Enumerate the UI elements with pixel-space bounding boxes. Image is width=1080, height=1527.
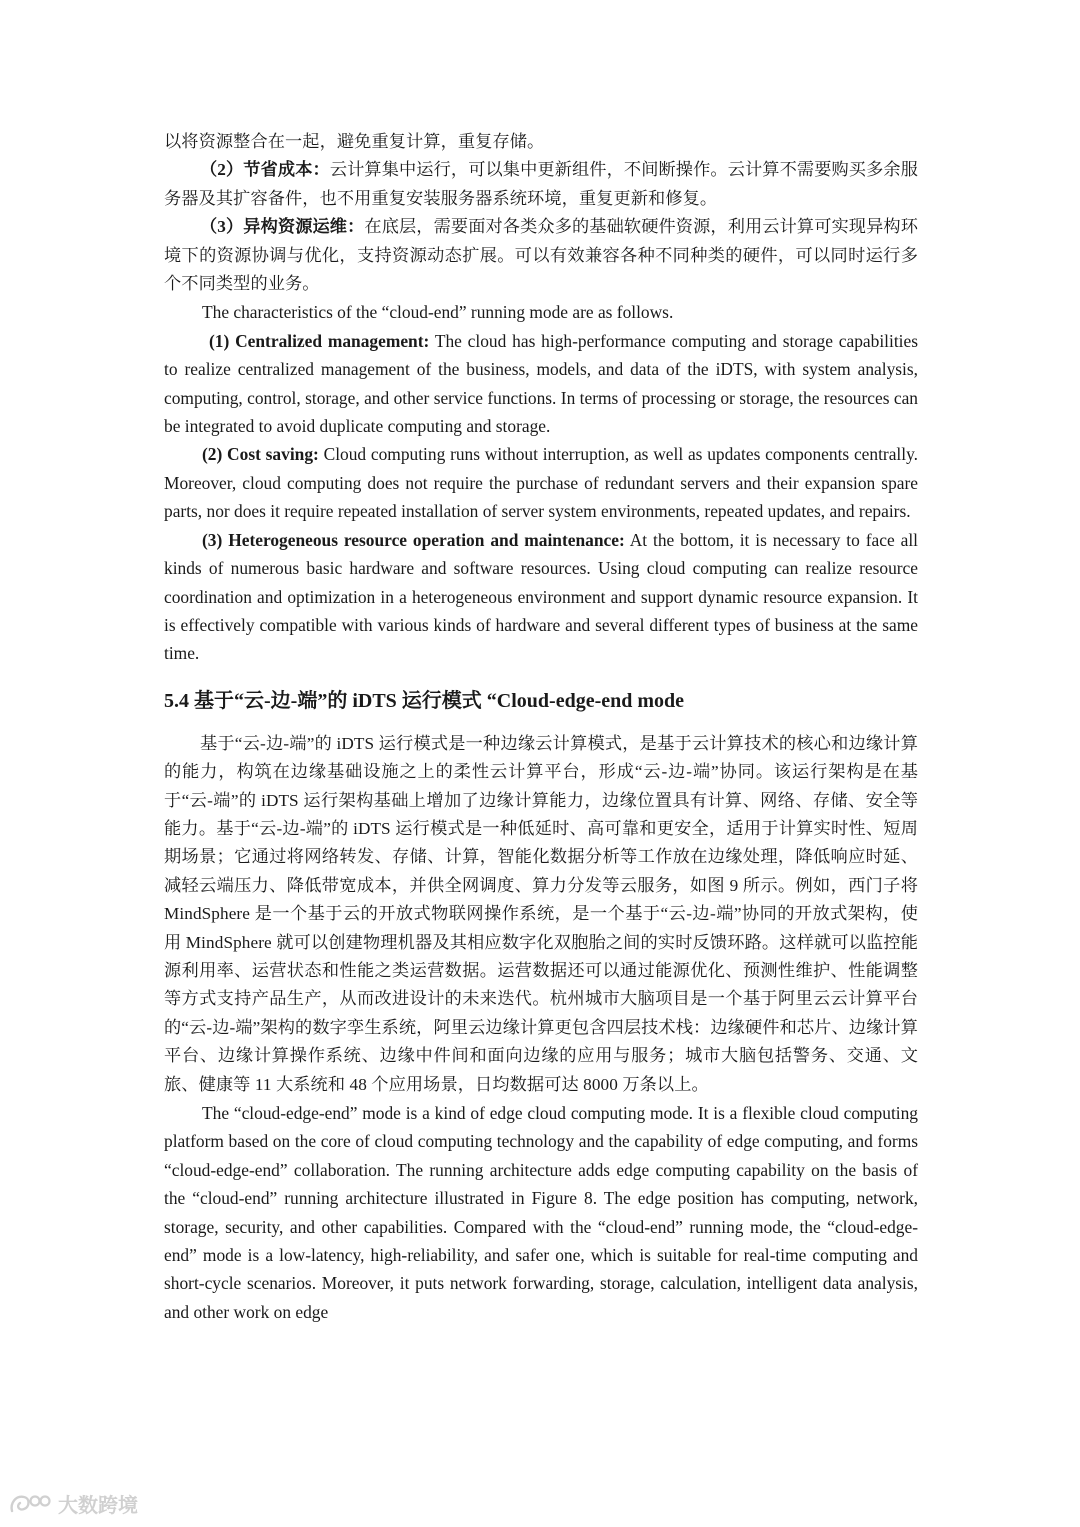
paragraph-heterogeneous-en — [164, 526, 918, 668]
paragraph-lead: （3）异构资源运维： — [200, 217, 365, 237]
paragraph-text: 云计算集中运行，可以集中更新组件，不间断操作。云计算不需要购买多余服务器及其扩容备件，也不用重复安装服务器系统环境，重复更新和修复。 — [164, 160, 918, 208]
paragraph-lead: (1) Centralized management: — [209, 330, 430, 351]
paragraph-lead: （2）节省成本： — [200, 160, 330, 180]
watermark-logo-icon — [8, 1491, 52, 1517]
paragraph-lead: (3) Heterogeneous resource operation and maintenance: — [202, 529, 625, 550]
paragraph-cloud-edge-end-zh: 基于“云-边-端”的 iDTS 运行模式是一种边缘云计算模式，是基于云计算技术的核心和边缘计算的能力，构筑在边缘基础设施之上的柔性云计算平台，形成“云-边-端”协同。该运行架构是在基于“云-端”的 iDTS 运行架构基础上增加了边缘计算能力，边缘位置具有计算、网络、存储、安全等能力。基于“云-边-端”的 iDTS 运行模式是一种低延时、高可靠和更安全，适用于计算实时性、短周期场景；它通过将网络转发、存储、计算，智能化数据分析等工作放在边缘处理，降低响应时延、减轻云端压力、降低带宽成本，并供全网调度、算力分发等云服务，如图 9 所示。例如，西门子将 MindSphere 是一个基于云的开放式物联网操作系统，是一个基于“云-边-端”协同的开放式架构，使用 MindSphere 就可以创建物理机器及其相应数字化双胞胎之间的实时反馈环路。这样就可以监控能源利用率、运营状态和性能之类运营数据。运营数据还可以通过能源优化、预测性维护、性能调整等方式支持产品生产，从而改进设计的未来迭代。杭州城市大脑项目是一个基于阿里云云计算平台的“云-边-端”架构的数字孪生系统，阿里云边缘计算更包含四层技术栈：边缘硬件和芯片、边缘计算平台、边缘计算操作系统、边缘中件间和面向边缘的应用与服务；城市大脑包括警务、交通、文旅、健康等 11 大系统和 48 个应用场景，日均数据可达 8000 万条以上。 — [164, 733, 918, 1094]
watermark — [8, 1489, 138, 1518]
paragraph-text: 在底层，需要面对各类众多的基础软硬件资源，利用云计算可实现异构环境下的资源协调与优化，支持资源动态扩展。可以有效兼容各种不同种类的硬件，可以同时运行多个不同类型的业务。 — [164, 217, 918, 294]
paragraph-text: Cloud computing runs without interruption, as well as updates components centrally. Moreover, cloud computing does not require the purchase of redundant servers and their expansion spare parts, nor does it require repeated installation of server system environments, repeated updates, and repairs. — [164, 444, 918, 522]
section-heading: 5.4 基于“云-边-端”的 iDTS 运行模式 “Cloud-edge-end mode — [164, 689, 685, 712]
paragraph-text: 以将资源整合在一起，避免重复计算，重复存储。 — [164, 132, 545, 151]
paragraph-continuation — [164, 128, 918, 156]
paragraph-centralized-management — [164, 327, 918, 441]
paragraph-cost-saving-zh — [164, 156, 918, 213]
paragraph-heterogeneous-zh — [164, 213, 918, 298]
paragraph-text: The cloud has high-performance computing and storage capabilities to realize centralized management of the business, models, and data of the iDTS, with system analysis, computing, control, storage, and other service functions. In terms of processing or storage, the resources can be integrated to avoid duplicate computing and storage. — [164, 330, 918, 437]
paragraph-lead: (2) Cost saving: — [202, 444, 319, 465]
paragraph-cost-saving-en — [164, 440, 918, 525]
paragraph-text: At the bottom, it is necessary to face all kinds of numerous basic hardware and software resources. Using cloud computing can realize resource coordination and optimization in a heterogeneous environment and support dynamic resource expansion. It is effectively compatible with various kinds of hardware and several different types of business at the same time. — [164, 529, 918, 664]
document-page — [164, 128, 918, 1326]
watermark-text: 大数跨境 — [58, 1493, 138, 1517]
paragraph-english-intro: The characteristics of the “cloud-end” running mode are as follows. — [202, 302, 674, 323]
paragraph-cloud-edge-end-en: The “cloud-edge-end” mode is a kind of edge cloud computing mode. It is a flexible cloud computing platform based on the core of cloud computing technology and the capability of edge computing, and forms “cloud-edge-end” collaboration. The running architecture adds edge computing capability on the basis of the “cloud-end” running architecture illustrated in Figure 8. The edge position has computing, network, storage, security, and other capabilities. Compared with the “cloud-end” running mode, the “cloud-edge-end” mode is a low-latency, high-reliability, and safer one, which is suitable for real-time computing and short-cycle scenarios. Moreover, it puts network forwarding, storage, calculation, intelligent data analysis, and other work on edge — [164, 1103, 918, 1322]
